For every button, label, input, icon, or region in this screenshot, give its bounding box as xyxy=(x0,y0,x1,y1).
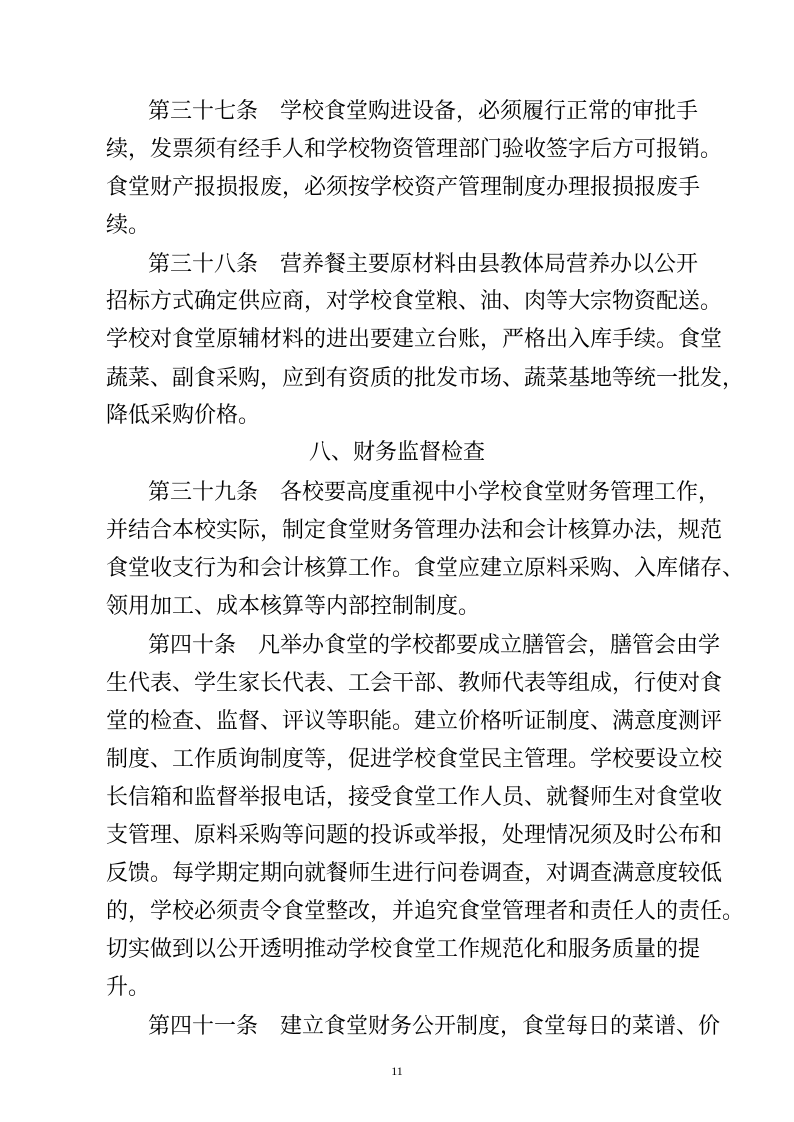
article-41-line-1: 第四十一条 建立食堂财务公开制度，食堂每日的菜谱、价 xyxy=(148,1014,721,1039)
article-40-line-7: 反馈。每学期定期向就餐师生进行问卷调查，对调查满意度较低 xyxy=(106,861,723,886)
article-38-line-3: 学校对食堂原辅材料的进出要建立台账，严格出入库手续。食堂 xyxy=(106,327,723,352)
article-40-line-9: 切实做到以公开透明推动学校食堂工作规范化和服务质量的提 xyxy=(106,937,701,962)
article-38-line-5: 降低采购价格。 xyxy=(106,403,261,428)
article-39-line-2: 并结合本校实际，制定食堂财务管理办法和会计核算办法，规范 xyxy=(106,518,723,543)
article-37-line-4: 续。 xyxy=(106,213,151,238)
article-39-line-3: 食堂收支行为和会计核算工作。食堂应建立原料采购、入库储存、 xyxy=(106,556,745,581)
article-39-line-4: 领用加工、成本核算等内部控制制度。 xyxy=(106,594,481,619)
article-40-line-10: 升。 xyxy=(106,975,151,1000)
article-37-line-2: 续，发票须有经手人和学校物资管理部门验收签字后方可报销。 xyxy=(106,137,723,162)
article-40-line-4: 制度、工作质询制度等，促进学校食堂民主管理。学校要设立校 xyxy=(106,747,723,772)
article-38-line-2: 招标方式确定供应商，对学校食堂粮、油、肉等大宗物资配送。 xyxy=(106,289,723,314)
page-number: 11 xyxy=(391,1064,403,1078)
article-37-line-3: 食堂财产报损报废，必须按学校资产管理制度办理报损报废手 xyxy=(106,175,701,200)
section-heading: 八、财务监督检查 xyxy=(308,440,485,465)
article-37-line-1: 第三十七条 学校食堂购进设备，必须履行正常的审批手 xyxy=(148,99,699,124)
article-40-line-6: 支管理、原料采购等问题的投诉或举报，处理情况须及时公布和 xyxy=(106,823,723,848)
article-40-line-8: 的，学校必须责令食堂整改，并追究食堂管理者和责任人的责任。 xyxy=(106,899,745,924)
article-40-line-2: 生代表、学生家长代表、工会干部、教师代表等组成，行使对食 xyxy=(106,671,723,696)
article-40-line-1: 第四十条 凡举办食堂的学校都要成立膳管会，膳管会由学 xyxy=(148,633,721,658)
article-39-line-1: 第三十九条 各校要高度重视中小学校食堂财务管理工作， xyxy=(148,480,721,505)
article-38-line-1: 第三十八条 营养餐主要原材料由县教体局营养办以公开 xyxy=(148,252,699,277)
article-40-line-3: 堂的检查、监督、评议等职能。建立价格听证制度、满意度测评 xyxy=(106,709,723,734)
article-40-line-5: 长信箱和监督举报电话，接受食堂工作人员、就餐师生对食堂收 xyxy=(106,785,723,810)
article-38-line-4: 蔬菜、副食采购，应到有资质的批发市场、蔬菜基地等统一批发， xyxy=(106,366,745,391)
